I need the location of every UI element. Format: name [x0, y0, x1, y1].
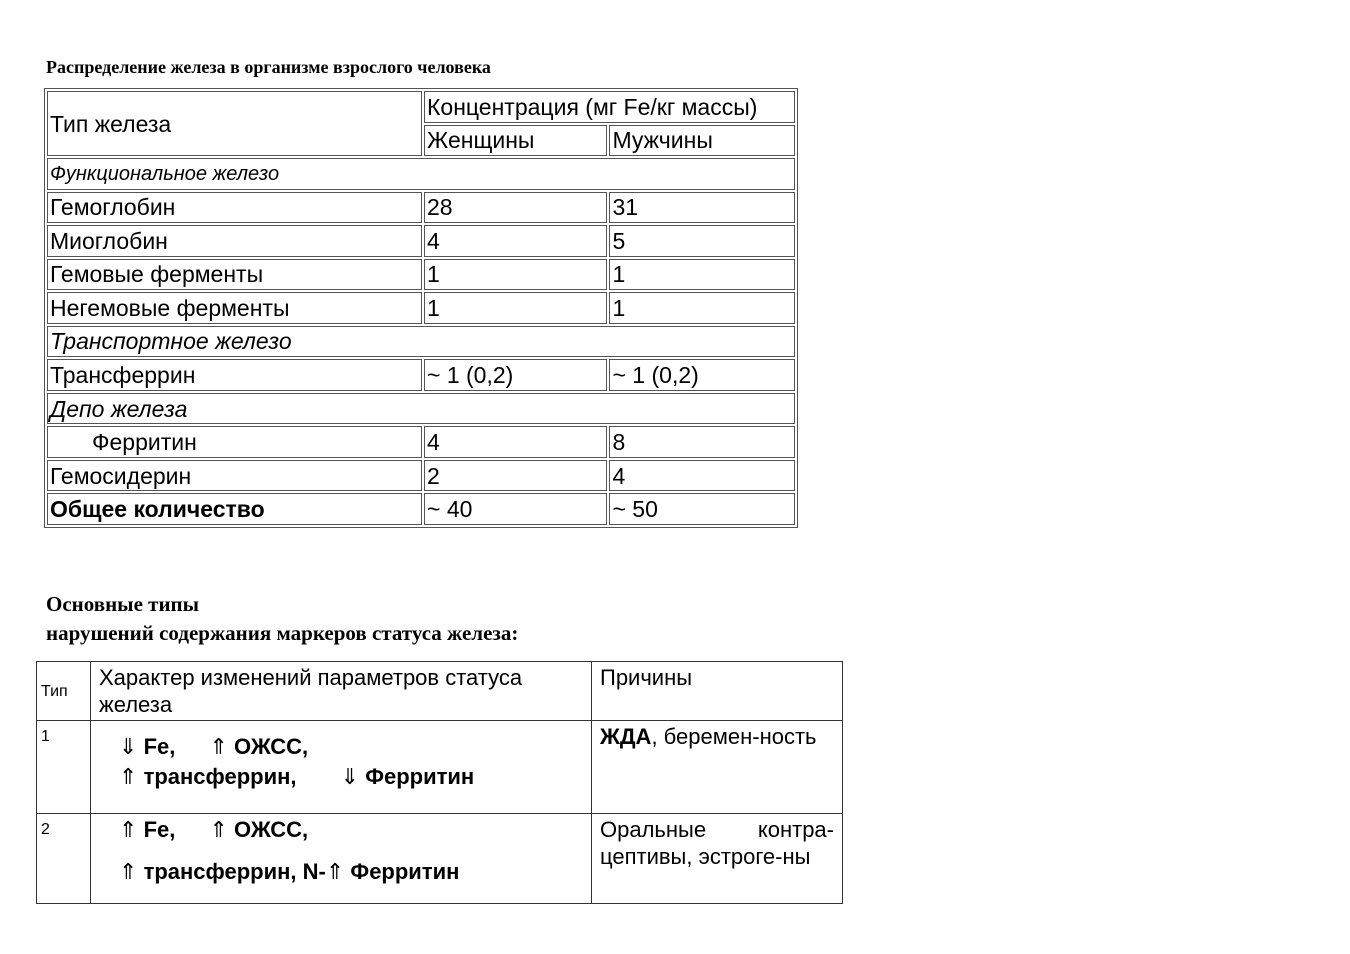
change-item: трансферрин, N-	[143, 859, 326, 884]
down-arrow-icon: ⇓	[340, 765, 360, 790]
header-women: Женщины	[424, 125, 607, 157]
row-causes	[592, 721, 843, 814]
table-row	[47, 359, 795, 391]
header-causes: Причины	[592, 662, 843, 721]
row-women: 4	[424, 426, 607, 458]
row-changes	[91, 721, 592, 814]
header-type: Тип железа	[47, 91, 422, 156]
row-men: 31	[609, 192, 795, 224]
row-men: 1	[609, 292, 795, 324]
table2-title	[46, 590, 518, 648]
row-name: Ферритин	[47, 426, 422, 458]
section-depot: Депо железа	[47, 393, 795, 425]
row-changes	[91, 814, 592, 904]
section-row	[47, 158, 795, 190]
table-row	[47, 460, 795, 492]
table-row	[47, 192, 795, 224]
table-row	[47, 426, 795, 458]
header-men: Мужчины	[609, 125, 795, 157]
change-item: ОЖСС,	[234, 817, 309, 842]
row-name: Негемовые ферменты	[47, 292, 422, 324]
row-name: Гемовые ферменты	[47, 259, 422, 291]
table-row	[47, 259, 795, 291]
row-women: 4	[424, 225, 607, 257]
table-row	[37, 814, 843, 904]
row-women: 2	[424, 460, 607, 492]
up-arrow-icon: ⇑	[119, 818, 138, 843]
table-header-row	[47, 91, 795, 123]
up-arrow-icon: ⇑	[119, 765, 138, 790]
row-women: ~ 40	[424, 493, 607, 525]
section-row	[47, 326, 795, 358]
row-name: Общее количество	[47, 493, 422, 525]
row-men: 4	[609, 460, 795, 492]
down-arrow-icon: ⇓	[119, 735, 138, 760]
table2-title-line2: нарушений содержания маркеров статуса железа:	[46, 621, 519, 645]
change-item: Fe,	[143, 817, 176, 842]
change-item: Ферритин	[365, 764, 475, 789]
row-name: Гемоглобин	[47, 192, 422, 224]
change-item: ОЖСС,	[234, 734, 309, 759]
table-row	[47, 292, 795, 324]
section-transport: Транспортное железо	[47, 326, 795, 358]
row-name: Миоглобин	[47, 225, 422, 257]
row-type: 2	[37, 814, 91, 904]
row-causes	[592, 814, 843, 904]
row-men: ~ 50	[609, 493, 795, 525]
change-item: Fe,	[143, 734, 176, 759]
header-changes: Характер изменений параметров статуса железа	[91, 662, 592, 721]
row-women: 1	[424, 259, 607, 291]
table-row	[47, 225, 795, 257]
row-men: ~ 1 (0,2)	[609, 359, 795, 391]
cause-text: , беремен-ность	[651, 724, 817, 749]
section-functional: Функциональное железо	[47, 158, 795, 190]
iron-distribution-table	[44, 88, 798, 528]
row-women: 28	[424, 192, 607, 224]
table1-title: Распределение железа в организме взрослого человека	[46, 57, 491, 77]
row-men: 5	[609, 225, 795, 257]
cause-text: Оральные контра-цептивы, эстроге-ны	[600, 817, 834, 869]
up-arrow-icon: ⇑	[325, 860, 345, 885]
row-women: ~ 1 (0,2)	[424, 359, 607, 391]
change-item: трансферрин,	[143, 764, 297, 789]
row-women: 1	[424, 292, 607, 324]
row-name: Гемосидерин	[47, 460, 422, 492]
iron-status-table	[36, 661, 843, 904]
table-row	[37, 721, 843, 814]
row-type: 1	[37, 721, 91, 814]
header-type: Тип	[37, 662, 91, 721]
table2-title-line1: Основные типы	[46, 592, 200, 616]
cause-bold: ЖДА	[600, 724, 652, 749]
up-arrow-icon: ⇑	[209, 818, 228, 843]
up-arrow-icon: ⇑	[119, 860, 138, 885]
row-men: 8	[609, 426, 795, 458]
section-row	[47, 393, 795, 425]
total-row	[47, 493, 795, 525]
header-concentration: Концентрация (мг Fe/кг массы)	[424, 91, 795, 123]
row-name: Трансферрин	[47, 359, 422, 391]
up-arrow-icon: ⇑	[209, 735, 228, 760]
change-item: Ферритин	[350, 859, 460, 884]
table-header-row	[37, 662, 843, 721]
row-men: 1	[609, 259, 795, 291]
